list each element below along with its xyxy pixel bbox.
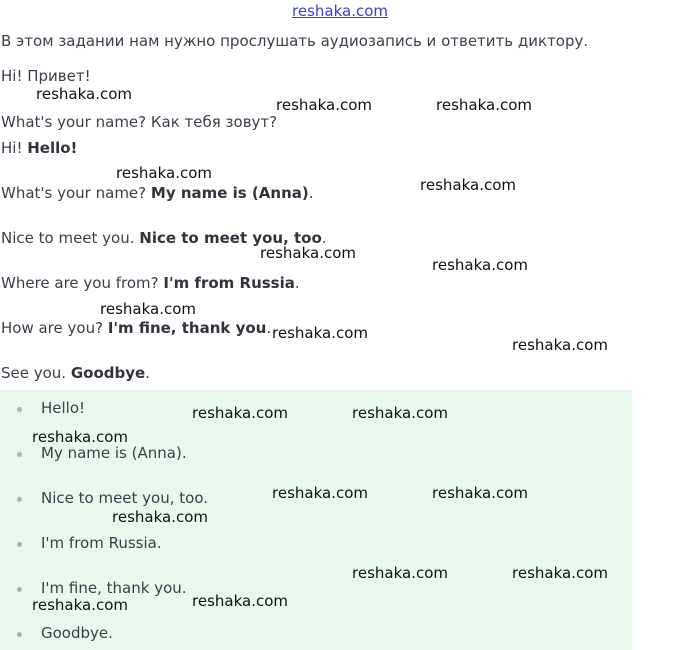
dialogue-tail: . xyxy=(294,274,300,292)
site-link[interactable]: reshaka.com xyxy=(292,2,388,20)
watermark: reshaka.com xyxy=(276,96,372,114)
watermark: reshaka.com xyxy=(192,404,288,422)
dialogue-question: How are you? xyxy=(1,319,108,337)
dialogue-answer: Hello! xyxy=(27,139,78,157)
watermark: reshaka.com xyxy=(192,592,288,610)
watermark: reshaka.com xyxy=(36,85,132,103)
dialogue-question: Hi! xyxy=(1,139,28,157)
dialogue-question: See you. xyxy=(1,364,71,382)
watermark: reshaka.com xyxy=(112,508,208,526)
answer-item: Goodbye. xyxy=(41,624,113,642)
dialogue-line-6 xyxy=(1,273,300,293)
watermark: reshaka.com xyxy=(272,484,368,502)
watermark: reshaka.com xyxy=(272,324,368,342)
dialogue-line-8 xyxy=(1,363,150,383)
dialogue-question: What's your name? xyxy=(1,184,151,202)
dialogue-question: Where are you from? xyxy=(1,274,164,292)
bullet-icon xyxy=(17,497,22,502)
dialogue-line-3 xyxy=(1,138,77,158)
watermark: reshaka.com xyxy=(432,484,528,502)
answer-item: I'm from Russia. xyxy=(41,534,162,552)
bullet-icon xyxy=(17,407,22,412)
dialogue-answer: Nice to meet you, too xyxy=(139,229,322,247)
task-intro: В этом задании нам нужно прослушать аудиозапись и ответить диктору. xyxy=(1,32,589,50)
watermark: reshaka.com xyxy=(260,244,356,262)
bullet-icon xyxy=(17,452,22,457)
watermark: reshaka.com xyxy=(436,96,532,114)
dialogue-answer: I'm fine, thank you xyxy=(107,319,267,337)
answer-item: Hello! xyxy=(41,399,86,417)
watermark: reshaka.com xyxy=(32,596,128,614)
watermark: reshaka.com xyxy=(116,164,212,182)
dialogue-answer: I'm from Russia xyxy=(163,274,295,292)
dialogue-line-7 xyxy=(1,318,271,338)
watermark: reshaka.com xyxy=(512,564,608,582)
answer-item: My name is (Anna). xyxy=(41,444,187,462)
dialogue-tail: . xyxy=(321,229,327,247)
watermark: reshaka.com xyxy=(32,428,128,446)
dialogue-tail: . xyxy=(266,319,272,337)
dialogue-answer: My name is (Anna) xyxy=(150,184,309,202)
bullet-icon xyxy=(17,542,22,547)
dialogue-line-2 xyxy=(1,112,277,132)
watermark: reshaka.com xyxy=(420,176,516,194)
dialogue-question: Nice to meet you. xyxy=(1,229,140,247)
watermark: reshaka.com xyxy=(352,404,448,422)
answer-item: I'm fine, thank you. xyxy=(41,579,187,597)
dialogue-question: What's your name? Как тебя зовут? xyxy=(1,113,278,131)
dialogue-tail: . xyxy=(145,364,150,382)
watermark: reshaka.com xyxy=(432,256,528,274)
dialogue-tail: . xyxy=(308,184,314,202)
dialogue-line-4 xyxy=(1,183,314,203)
dialogue-answer: Goodbye xyxy=(70,364,146,382)
watermark: reshaka.com xyxy=(100,300,196,318)
dialogue-question: Hi! Привет! xyxy=(1,67,91,85)
watermark: reshaka.com xyxy=(352,564,448,582)
bullet-icon xyxy=(17,587,22,592)
dialogue-line-1 xyxy=(1,66,91,86)
watermark: reshaka.com xyxy=(512,336,608,354)
answer-item: Nice to meet you, too. xyxy=(41,489,209,507)
bullet-icon xyxy=(17,632,22,637)
